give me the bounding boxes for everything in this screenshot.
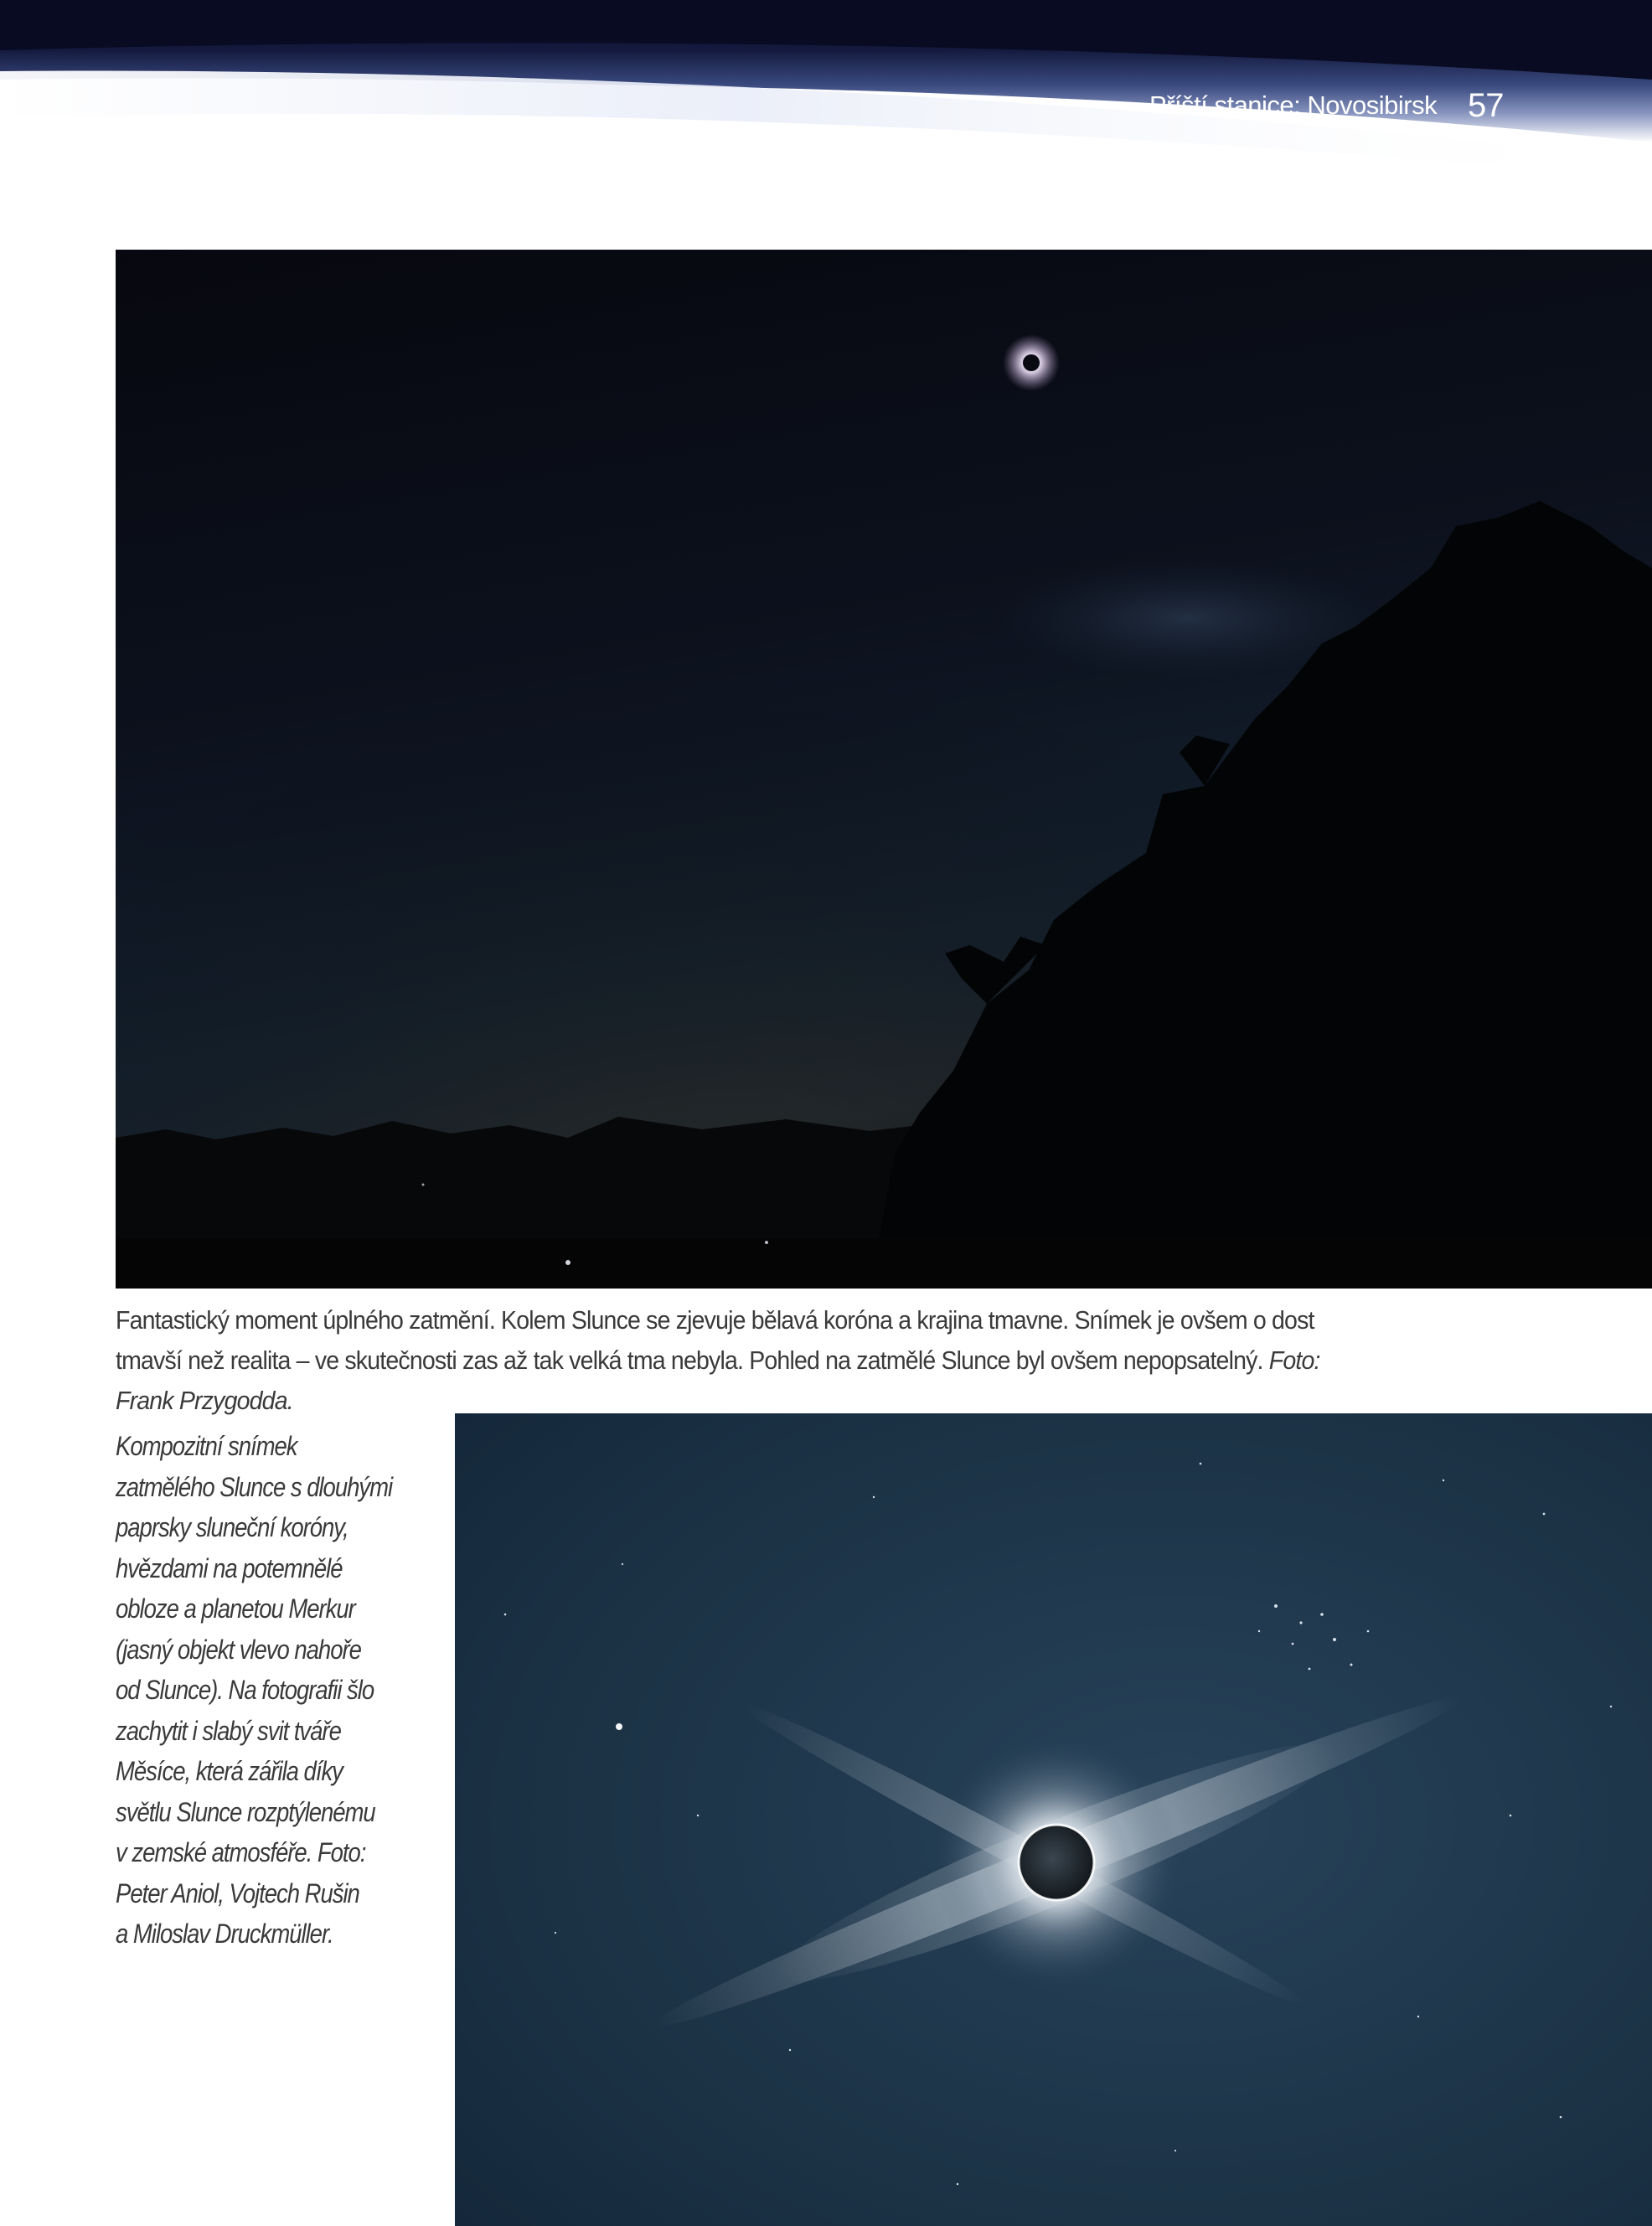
figure-caption-side: [116, 1426, 451, 1955]
caption-line: a Miloslav Druckmüller.: [116, 1919, 333, 1949]
caption-line: Kompozitní snímek: [116, 1431, 297, 1461]
header-atmosphere-band: [0, 0, 1652, 251]
caption-line: od Slunce). Na fotografii šlo: [116, 1675, 374, 1705]
caption-line: Peter Aniol, Vojtech Rušin: [116, 1877, 359, 1908]
page-number: 57: [1468, 87, 1504, 124]
caption-line: hvězdami na potemnělé: [116, 1552, 343, 1583]
caption-line: zachytit i slabý svit tváře: [116, 1715, 341, 1746]
caption-line: obloze a planetou Merkur: [116, 1593, 355, 1624]
photo-credit: Foto: Frank Przygodda.: [116, 1345, 1320, 1415]
caption-line: (jasný objekt vlevo nahoře: [116, 1634, 361, 1665]
caption-line: v zemské atmosféře. Foto:: [116, 1837, 366, 1867]
caption-text: Fantastický moment úplného zatmění. Kolem Slunce se zjevuje bělavá koróna a krajina tmavne. Snímek je ovšem o dost tmavší než realita – ve skutečnosti zas až tak velká tma nebyla. Pohled na zatmělé Slunce byl ovšem nepopsatelný.: [116, 1305, 1314, 1375]
figure-caption-top: [116, 1300, 1380, 1421]
caption-line: paprsky sluneční koróny,: [116, 1512, 348, 1542]
eclipse-landscape-photo: [116, 250, 1652, 1289]
caption-line: zatmělého Slunce s dlouhými: [116, 1471, 393, 1502]
running-head: Příští stanice: Novosibirsk: [1149, 90, 1438, 120]
caption-line: světlu Slunce rozptýlenému: [116, 1796, 375, 1827]
caption-line: Měsíce, která zářila díky: [116, 1756, 343, 1786]
corona-composite-photo: [455, 1413, 1652, 2226]
